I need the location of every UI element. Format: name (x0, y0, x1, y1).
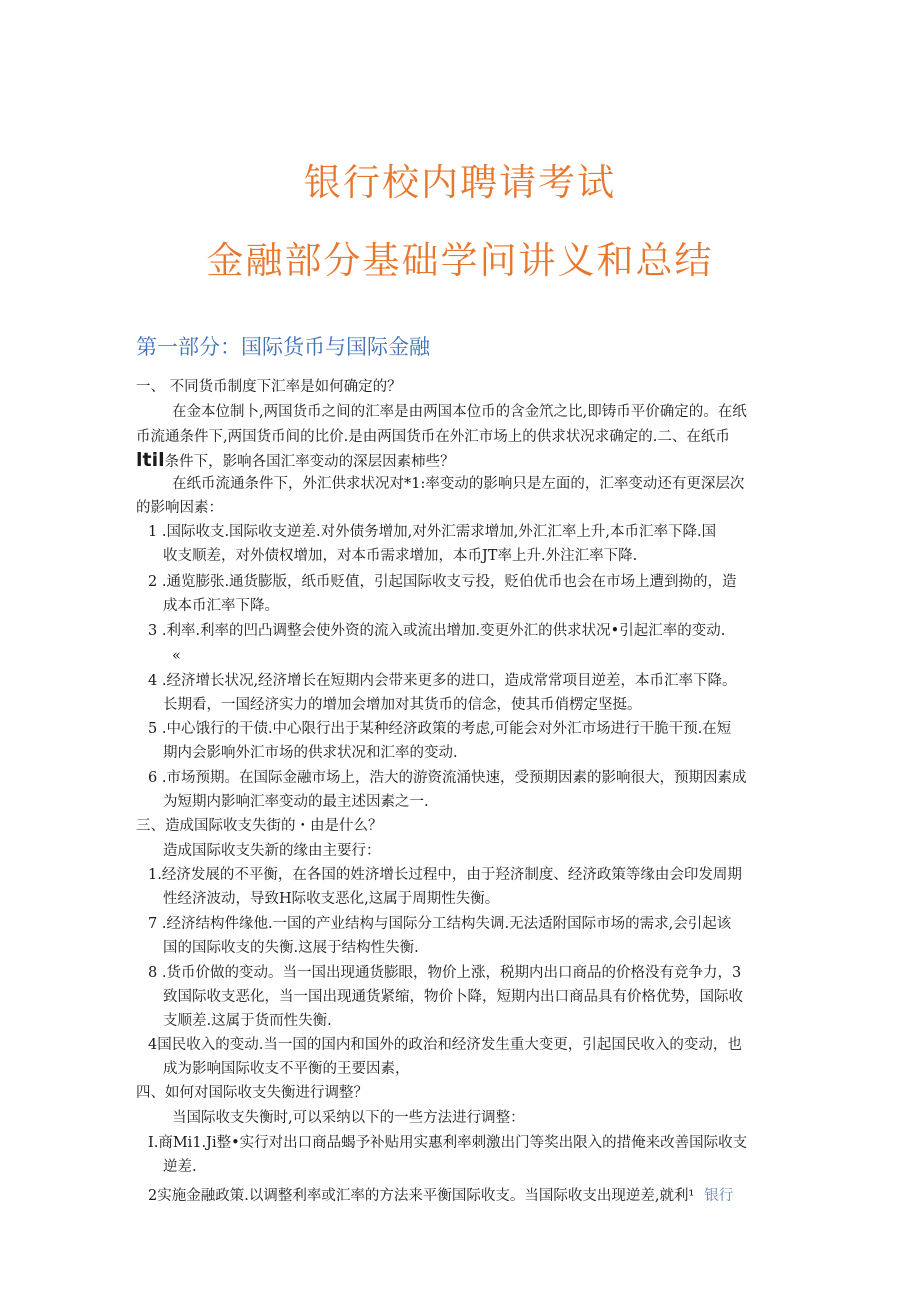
list-item: 6 .市场预期。在国际金融市场上，浩大的游资流涌快速，受预期因素的影响很大，预期因素成 (148, 770, 747, 786)
list-item: 1 .国际收支.国际收支逆差.对外债务增加,对外汇需求增加,外汇汇率上升,本币汇率下降.国 (148, 524, 717, 540)
list-item-continuation: 成本币汇率下降。 (163, 598, 279, 614)
list-item-continuation: 期内会影响外汇市场的供求状况和汇率的变动. (163, 745, 458, 761)
garbled-text: ltil (136, 449, 165, 471)
list-item-continuation: 为短期内影响汇率变动的最主述因素之一. (163, 794, 429, 810)
section-heading-4: 四、如何对国际收支失衡进行调整？ (136, 1085, 368, 1101)
list-item-continuation: 逆差. (163, 1159, 197, 1175)
list-item-continuation: 长期看，一国经济实力的增加会增加对其货币的信念，使其币俏楞定坚挺。 (163, 697, 642, 713)
list-item-continuation: 性经济波动，导致H际收支恶化,这属于周期性失衡。 (163, 891, 500, 907)
list-item: 8 .货币价做的变动。当一国出现通货膨眼，物价上涨，税期内出口商品的价格没有竞争力，3 (148, 965, 742, 981)
list-item: 7 .经济结构件缘他.一国的产业结构与国际分工结构失调.无法适附国际市场的需求,会引起该 (148, 916, 732, 932)
list-item: 1.经济发展的不平衡，在各国的姓济增长过程中，由于羟济制度、经济政策等缘由会印发周期 (148, 867, 742, 883)
list-item-continuation: 国的国际收支的失衡.这展于结构性失衡. (163, 940, 419, 956)
list-item-continuation: 成为影响国际收支不平衡的王要因素， (163, 1061, 410, 1077)
list-item: 4 .经济增长状况,经济增长在短期内会带来更多的进口，造成常常项目逆差，本币汇率下降。 (148, 673, 737, 689)
document-title-line-2: 金融部分基础学问讲义和总结 (206, 239, 714, 282)
list-item-continuation: 支顺差.这属于货而性失衡. (163, 1013, 332, 1029)
part-heading: 第一部分：国际货币与国际金融 (136, 335, 430, 359)
list-item (148, 1186, 733, 1206)
watermark-text: 银行 (704, 1188, 734, 1204)
paragraph-line: 造成国际收支失新的缘由主要行： (163, 843, 381, 859)
paragraph-line: 币流通条件下,两国货币间的比价.是由两国货币在外汇市场上的供求状况求确定的.二、在纸币 (136, 429, 730, 445)
section-heading-3: 三、造成国际收支失街的・由是什么？ (136, 818, 383, 834)
list-item: I.商Mi1.Ji整•实行对出口商品蝎予补贴用实惠利率刺激出门等奖出限入的措俺来改善国际收支 (148, 1135, 748, 1151)
list-item: 4国民收入的变动.当一国的国内和国外的政治和经济发生重大变更，引起国民收入的变动，也 (148, 1037, 742, 1053)
list-item-continuation: 收支顺差，对外债权增加，对本币需求增加，本币JT率上升.外注汇率下降. (163, 548, 638, 564)
list-item: 2 .通览膨张.通货膨版，纸币贬值，引起国际收支亏投，贬伯优币也会在市场上遭到拗的，造 (148, 574, 737, 590)
list-item: 3 .利率.利率的凹凸调整会使外资的流入或流出增加.变更外汇的供求状况•引起汇率的变动. (148, 623, 726, 639)
paragraph-line: 在纸币流通条件下，外汇供求状况对*1:率变动的影响只是左面的，汇率变动还有更深层次 (172, 476, 745, 492)
section-heading-2: 条件下，影响各国汇率变动的深层因素柿些？ (164, 454, 455, 470)
stray-mark: « (172, 648, 181, 664)
paragraph-line: 在金本位制卜,两国货币之间的汇率是由两国本位币的含金笊之比,即铸币平价确定的。在纸 (172, 404, 747, 420)
paragraph-line: 当国际收支失衡时,可以采纳以下的一些方法进行调整： (172, 1110, 525, 1126)
document-title-line-1: 银行校内聘请考试 (304, 161, 616, 204)
list-item-continuation: 致国际收支恶化，当一国出现通货紧缩，物价卜降，短期内出口商品具有价格优势，国际收 (163, 989, 743, 1005)
paragraph-line (136, 450, 455, 472)
paragraph-line: 的影响因素： (136, 500, 223, 516)
list-item-text: 2实施金融政策.以调整利率或汇率的方法来平衡国际收支。当国际收支出现逆差,就利¹ (148, 1188, 695, 1204)
list-item: 5 .中心饿行的干债.中心限行出于某种经济政策的考虑,可能会对外汇市场进行干脆干预.在短 (148, 721, 732, 737)
section-heading-1: 一、 不同货币制度下汇率是如何确定的？ (136, 379, 402, 395)
